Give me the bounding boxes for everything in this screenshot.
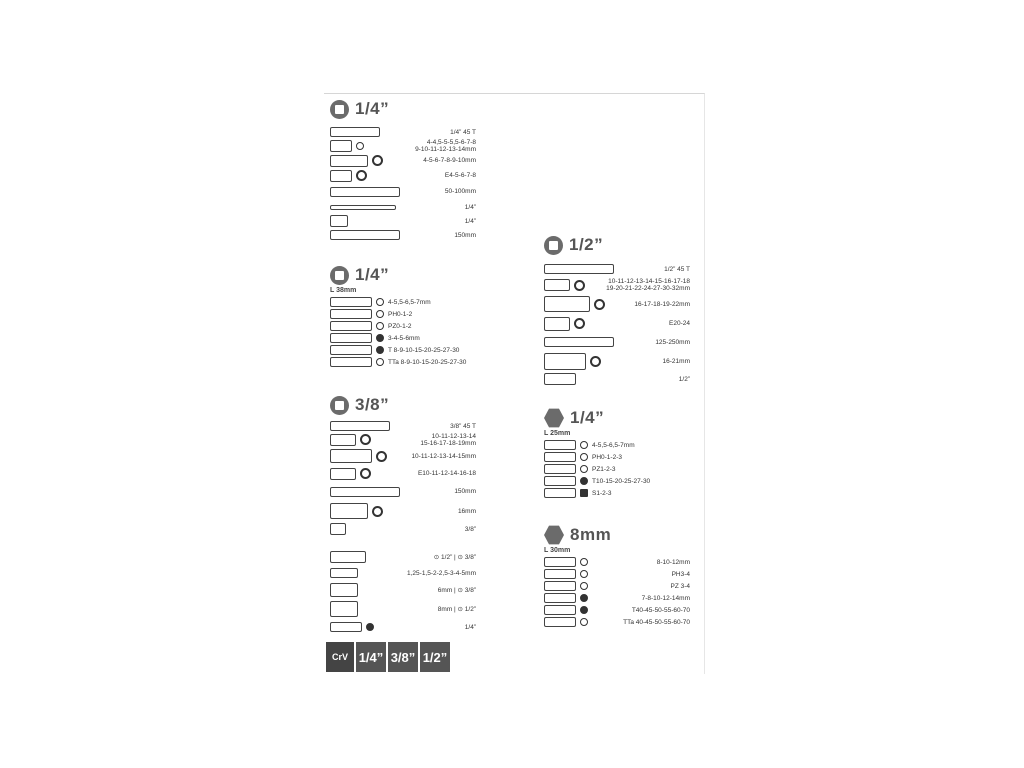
list-item: 16mm	[330, 501, 476, 521]
torx-icon	[376, 346, 384, 354]
socket-icon	[330, 468, 356, 480]
list-item: TTa 40-45-50-55-60-70	[544, 616, 690, 628]
section-eight-mm-bits	[544, 524, 690, 628]
deep-socket-icon	[330, 155, 368, 167]
slotted-icon	[376, 298, 384, 306]
hex-drive-icon	[544, 408, 564, 428]
sliding-bar-icon	[330, 205, 396, 210]
section-header	[330, 98, 476, 120]
bit-icon	[544, 605, 576, 615]
hex-profile-icon	[372, 506, 383, 517]
list-item: 3/8” 45 T	[330, 420, 476, 432]
universal-joint-icon	[330, 523, 346, 535]
list-item: 1/2” 45 T	[544, 262, 690, 276]
list-item: 16-21mm	[544, 351, 690, 371]
torx-tamper-icon	[580, 618, 588, 626]
hex-key-icon	[580, 594, 588, 602]
list-item: 8mm | ⊙ 1/2”	[330, 599, 476, 619]
bit-icon	[330, 357, 372, 367]
list-item: 50-100mm	[330, 183, 476, 200]
square-drive-icon	[544, 236, 563, 255]
bit-holder-icon	[330, 583, 358, 597]
bit-icon	[544, 569, 576, 579]
list-item: PH3-4	[544, 568, 690, 580]
square-drive-icon	[330, 396, 349, 415]
list-item: E4-5-6-7-8	[330, 168, 476, 183]
bit-length: L 30mm	[544, 547, 571, 554]
list-item: 4-5,5-6,5-7mm	[544, 439, 690, 451]
torx-profile-icon	[356, 170, 367, 181]
list-item: 7-8-10-12-14mm	[544, 592, 690, 604]
half-inch-badge: 1/2”	[420, 642, 450, 672]
list-item: 150mm	[330, 482, 476, 501]
spark-plug-socket-icon	[330, 503, 368, 519]
phillips-icon	[580, 570, 588, 578]
catalog-page	[324, 93, 705, 674]
slotted-icon	[580, 558, 588, 566]
section-half-inch	[544, 234, 690, 387]
section-quarter-inch-sockets	[330, 98, 476, 242]
pozidriv-icon	[580, 582, 588, 590]
bit-icon	[544, 581, 576, 591]
list-item: 8-10-12mm	[544, 556, 690, 568]
section-header	[544, 524, 690, 546]
bit-icon	[544, 452, 576, 462]
spark-plug-socket-icon	[544, 353, 586, 370]
square-bit-icon	[580, 489, 588, 497]
list-item: TTa 8-9-10-15-20-25-27-30	[330, 356, 476, 368]
socket-icon	[544, 317, 570, 331]
list-item: PZ0-1-2	[330, 320, 476, 332]
hex-drive-icon	[544, 525, 564, 545]
pozidriv-icon	[580, 465, 588, 473]
section-quarter-inch-bits	[330, 264, 476, 368]
bit-icon	[330, 333, 372, 343]
bit-icon	[544, 593, 576, 603]
three-eighth-inch-badge: 3/8”	[388, 642, 418, 672]
crv-badge: CrV	[326, 642, 354, 672]
bit-holder-icon	[330, 601, 358, 617]
section-title: 3/8”	[355, 395, 390, 414]
hex-icon	[366, 623, 374, 631]
socket-icon	[330, 170, 352, 182]
hex-profile-icon	[376, 451, 387, 462]
torx-tamper-icon	[376, 358, 384, 366]
hex-key-icon	[376, 334, 384, 342]
hex-profile-icon	[594, 299, 605, 310]
bit-icon	[330, 297, 372, 307]
section-accessories	[330, 549, 476, 635]
section-header	[330, 264, 476, 286]
square-drive-icon	[330, 266, 349, 285]
list-item: 10-11-12-13-14-15-16-17-18 19-20-21-22-24-27-30-32mm	[544, 276, 690, 294]
bit-icon	[330, 309, 372, 319]
spinner-handle-icon	[330, 230, 400, 240]
list-item: E10-11-12-14-16-18	[330, 465, 476, 482]
section-title: 1/4”	[355, 99, 390, 118]
hex-profile-icon	[360, 434, 371, 445]
list-item: PZ 3-4	[544, 580, 690, 592]
extension-bar-icon	[544, 337, 614, 347]
hex-profile-icon	[574, 280, 585, 291]
slotted-icon	[580, 441, 588, 449]
list-item: 10-11-12-13-14 15-16-17-18-19mm	[330, 432, 476, 447]
universal-joint-icon	[330, 215, 348, 227]
torx-icon	[580, 477, 588, 485]
section-title: 8mm	[570, 525, 612, 544]
bit-icon	[330, 345, 372, 355]
bit-length: L 38mm	[330, 287, 357, 294]
universal-joint-icon	[544, 373, 576, 385]
list-item: 6mm | ⊙ 3/8”	[330, 581, 476, 599]
socket-icon	[330, 140, 352, 152]
section-title: 1/2”	[569, 235, 604, 254]
socket-icon	[330, 434, 356, 446]
list-item: 4-4,5-5-5,5-6-7-8 9-10-11-12-13-14mm	[330, 138, 476, 153]
list-item: 4-5,5-6,5-7mm	[330, 296, 476, 308]
list-item: 150mm	[330, 228, 476, 242]
section-quarter-inch-hex-bits	[544, 407, 690, 499]
list-item: E20-24	[544, 314, 690, 333]
bit-icon	[544, 557, 576, 567]
list-item: PZ1-2-3	[544, 463, 690, 475]
torx-profile-icon	[360, 468, 371, 479]
list-item: 4-5-6-7-8-9-10mm	[330, 153, 476, 168]
torx-icon	[580, 606, 588, 614]
list-item: PH0-1-2	[330, 308, 476, 320]
list-item: 1/2”	[544, 371, 690, 387]
extension-bar-icon	[330, 187, 400, 197]
section-header	[330, 394, 476, 416]
list-item: 3/8”	[330, 521, 476, 537]
section-header	[544, 407, 690, 429]
square-drive-icon	[330, 100, 349, 119]
spec-badges	[326, 642, 450, 672]
list-item: S1-2-3	[544, 487, 690, 499]
extension-bar-icon	[330, 487, 400, 497]
ratchet-icon	[330, 421, 390, 431]
list-item: 1/4”	[330, 619, 476, 635]
list-item: 1/4”	[330, 200, 476, 214]
phillips-icon	[580, 453, 588, 461]
list-item: T 8-9-10-15-20-25-27-30	[330, 344, 476, 356]
bit-icon	[544, 476, 576, 486]
bit-icon	[330, 321, 372, 331]
list-item: T40-45-50-55-60-70	[544, 604, 690, 616]
bit-icon	[544, 488, 576, 498]
quarter-inch-badge: 1/4”	[356, 642, 386, 672]
adapter-icon	[330, 551, 366, 563]
list-item: 1,25-1,5-2-2,5-3-4-5mm	[330, 565, 476, 581]
bit-icon	[544, 440, 576, 450]
list-item: PH0-1-2-3	[544, 451, 690, 463]
hex-profile-icon	[372, 155, 383, 166]
hex-profile-icon	[356, 142, 364, 150]
deep-socket-icon	[330, 449, 372, 463]
socket-icon	[544, 279, 570, 291]
list-item: T10-15-20-25-27-30	[544, 475, 690, 487]
ratchet-icon	[544, 264, 614, 274]
section-three-eighth-inch	[330, 394, 476, 537]
list-item: 3-4-5-6mm	[330, 332, 476, 344]
hex-profile-icon	[590, 356, 601, 367]
bit-icon	[544, 464, 576, 474]
section-header	[544, 234, 690, 256]
list-item: ⊙ 1/2” | ⊙ 3/8”	[330, 549, 476, 565]
bit-adapter-icon	[330, 622, 362, 632]
list-item: 10-11-12-13-14-15mm	[330, 447, 476, 465]
list-item: 16-17-18-19-22mm	[544, 294, 690, 314]
bit-icon	[544, 617, 576, 627]
ratchet-icon	[330, 127, 380, 137]
bit-length: L 25mm	[544, 430, 571, 437]
deep-socket-icon	[544, 296, 590, 312]
section-title: 1/4”	[570, 408, 605, 427]
pozidriv-icon	[376, 322, 384, 330]
phillips-icon	[376, 310, 384, 318]
section-title: 1/4”	[355, 265, 390, 284]
list-item: 1/4” 45 T	[330, 126, 476, 138]
list-item: 1/4”	[330, 214, 476, 228]
list-item: 125-250mm	[544, 333, 690, 351]
torx-profile-icon	[574, 318, 585, 329]
hex-key-set-icon	[330, 568, 358, 578]
